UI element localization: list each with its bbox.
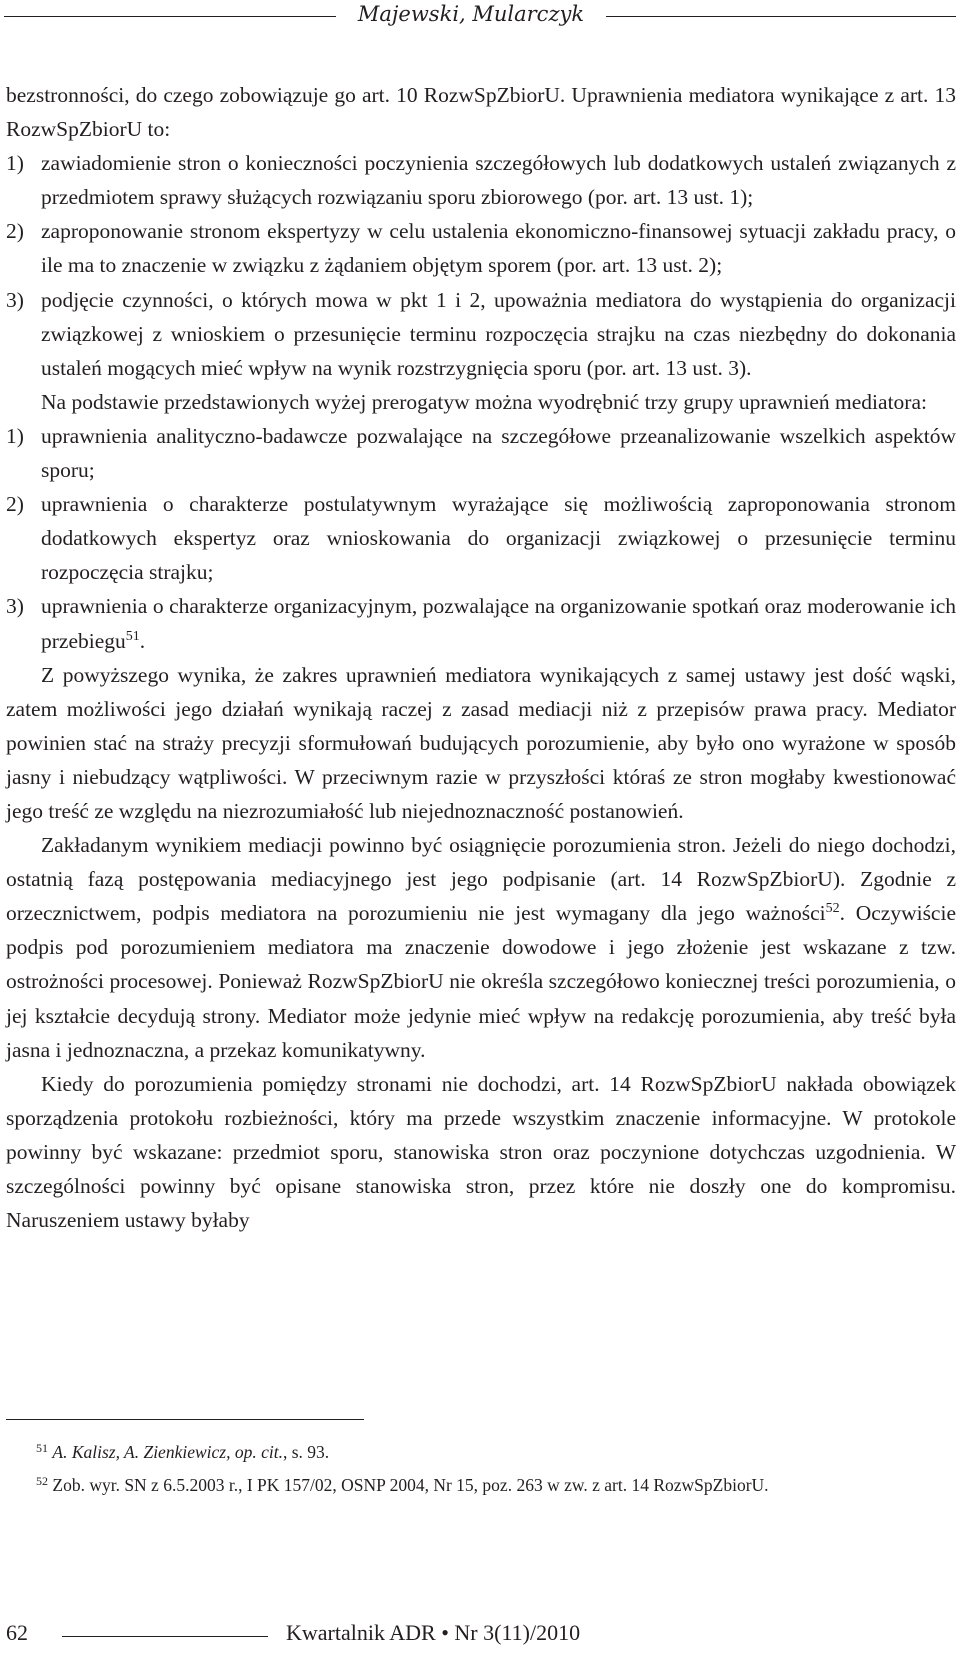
footnote-text: , s. 93. [282, 1442, 330, 1462]
mediator-powers-list [6, 146, 956, 385]
body-text [6, 78, 956, 1237]
paragraph-5: Kiedy do porozumienia pomiędzy stronami nie dochodzi, art. 14 RozwSpZbiorU nakłada obowiązek sporządzenia protokołu rozbieżności, który ma przede wszystkim znaczenie informacyjne. W protokole powinny być wskazane: przedmiot sporu, stanowiska stron oraz poczynione dotychczas uzgodnienia. W szczególności powinny być opisane stanowiska stron, przez które nie doszły one do kompromisu. Naruszeniem ustawy byłaby [6, 1071, 956, 1233]
running-title: Majewski, Mularczyk [357, 2, 585, 26]
list-item-text: uprawnienia o charakterze organizacyjnym, pozwalające na organizowanie spotkań oraz moderowanie ich przebiegu [41, 594, 956, 653]
list-item-number: 3) [6, 287, 24, 312]
journal-title: Kwartalnik ADR • Nr 3(11)/2010 [286, 1620, 581, 1645]
list-item-number: 3) [6, 594, 24, 619]
paragraph-1: bezstronności, do czego zobowiązuje go art. 10 RozwSpZbiorU. Uprawnienia mediatora wynikające z art. 13 RozwSpZbiorU to: [6, 83, 956, 142]
paragraph-3: Z powyższego wynika, że zakres uprawnień mediatora wynikających z samej ustawy jest dość wąski, zatem możliwości jego działań wynikają raczej z zasad mediacji niż z przepisów prawa pracy. Mediator powinien stać na straży precyzji sformułowań budujących porozumienie, aby było ono wyrażone w sposób jasny i niebudzący wątpliwości. W przeciwnym razie w przyszłości któraś ze stron mogłaby kwestionować jego treść ze względu na niezrozumiałość lub niejednoznaczność postanowień. [6, 662, 956, 823]
page-footer [0, 1610, 960, 1650]
list-item [6, 419, 956, 487]
paragraph-4-before: Zakładanym wynikiem mediacji powinno być osiągnięcie porozumienia stron. Jeżeli do niego dochodzi, ostatnią fazą postępowania mediacyjnego jest jego podpisanie (art. 14 RozwSpZbiorU). Zgodnie z orzecznictwem, podpis mediatora na porozumieniu nie jest wymagany dla jego ważności [6, 833, 956, 926]
footnotes [36, 1436, 956, 1502]
list-item [6, 589, 956, 657]
list-item [6, 487, 956, 589]
list-item [6, 283, 956, 385]
paragraph-4-after: . Oczywiście podpis pod porozumieniem mediatora ma znaczenie dowodowe i jego złożenie jest wskazane z tzw. ostrożności procesowej. Ponieważ RozwSpZbiorU nie określa szczegółowo koniecznej treści porozumienia, o jej kształcie decydują strony. Mediator może jedynie mieć wpływ na redakcję porozumienia, aby treść była jasna i jednoznaczna, a przekaz komunikatywny. [6, 901, 956, 1062]
running-header [0, 0, 960, 32]
list-item [6, 146, 956, 214]
list-item-number: 1) [6, 423, 24, 448]
list-item-text: uprawnienia o charakterze postulatywnym wyrażające się możliwością zaproponowania stronom dodatkowych ekspertyz oraz wnioskowania do organizacji związkowej o przesunięcie terminu rozpoczęcia strajku; [41, 492, 956, 585]
footnote-rule [6, 1419, 364, 1420]
header-rule-right [606, 16, 956, 17]
list-item-number: 1) [6, 151, 24, 176]
list-item-number: 2) [6, 492, 24, 517]
paragraph-2: Na podstawie przedstawionych wyżej prerogatyw można wyodrębnić trzy grupy uprawnień mediatora: [41, 389, 927, 414]
footnote-51 [36, 1436, 956, 1469]
footnote-ref-52[interactable]: 52 [825, 901, 840, 917]
header-rule-left [4, 16, 336, 17]
list-item-tail: . [139, 628, 146, 653]
list-item-text: uprawnienia analityczno-badawcze pozwalające na szczegółowe przeanalizowanie wszelkich aspektów sporu; [41, 423, 956, 483]
footnote-citation: A. Kalisz, A. Zienkiewicz, op. cit. [52, 1442, 283, 1462]
list-item-number: 2) [6, 219, 24, 244]
footnote-number: 51 [36, 1441, 48, 1455]
page-number: 62 [6, 1620, 28, 1645]
footnote-ref-51[interactable]: 51 [125, 628, 140, 644]
list-item [6, 214, 956, 282]
paragraph-4 [6, 828, 956, 1067]
list-item-text: zaproponowanie stronom ekspertyzy w celu ustalenia ekonomiczno-finansowej sytuacji zakładu pracy, o ile ma to znaczenie w związku z żądaniem objętym sporem (por. art. 13 ust. 2); [41, 219, 956, 278]
footnote-text: Zob. wyr. SN z 6.5.2003 r., I PK 157/02, OSNP 2004, Nr 15, poz. 263 w zw. z art. 14 RozwSpZbiorU. [52, 1475, 769, 1495]
footnote-number: 52 [36, 1474, 48, 1488]
list-item-text: podjęcie czynności, o których mowa w pkt 1 i 2, upoważnia mediatora do wystąpienia do organizacji związkowej z wnioskiem o przesunięcie terminu rozpoczęcia strajku na czas niezbędny do dokonania ustaleń mogących mieć wpływ na wynik rozstrzygnięcia sporu (por. art. 13 ust. 3). [41, 287, 956, 380]
footer-rule [62, 1636, 268, 1637]
footnote-52 [36, 1469, 956, 1502]
list-item-text: zawiadomienie stron o konieczności poczynienia szczegółowych lub dodatkowych ustaleń związanych z przedmiotem sprawy służących rozwiązaniu sporu zbiorowego (por. art. 13 ust. 1); [41, 151, 956, 210]
power-groups-list [6, 419, 956, 658]
